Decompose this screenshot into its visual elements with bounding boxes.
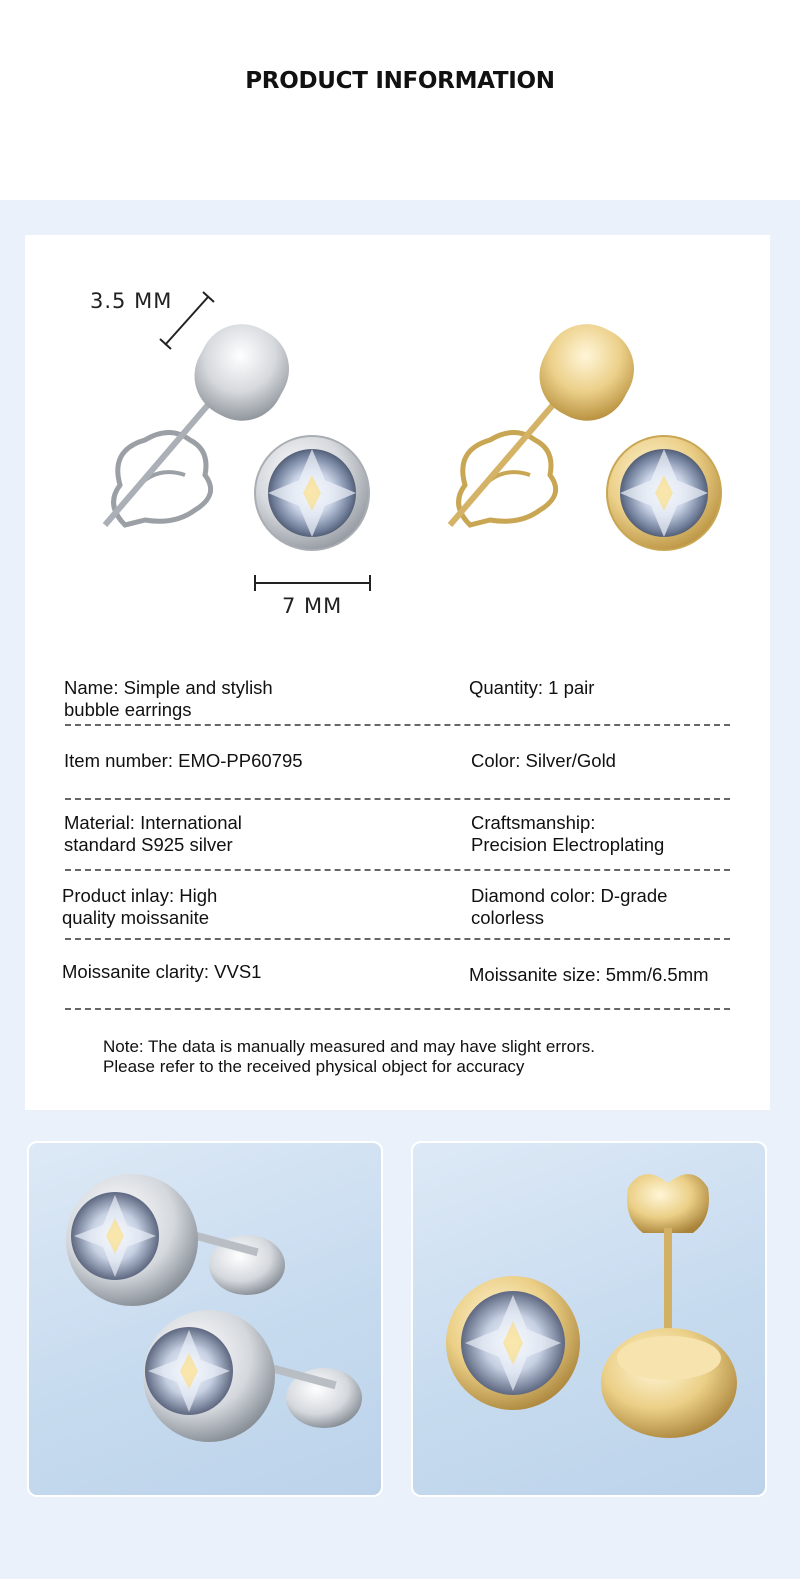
spec-material-line2: standard S925 silver: [64, 834, 233, 855]
page-title: PRODUCT INFORMATION: [245, 68, 555, 94]
spec-craftsmanship-line2: Precision Electroplating: [471, 834, 665, 855]
spec-craftsmanship: [471, 812, 664, 856]
diameter-dimension-label: 7 MM: [282, 594, 343, 618]
spec-size: Moissanite size: 5mm/6.5mm: [469, 964, 709, 985]
divider: [65, 1008, 730, 1010]
gold-earring-front: [607, 436, 721, 550]
spec-diamond-color: [471, 885, 667, 929]
silver-earrings-illustration: [29, 1143, 383, 1497]
spec-material: [64, 812, 242, 856]
spec-quantity: Quantity: 1 pair: [469, 677, 595, 698]
spec-clarity: Moissanite clarity: VVS1: [62, 961, 262, 982]
divider: [65, 938, 730, 940]
divider: [65, 798, 730, 800]
silver-earrings-photo: [27, 1141, 383, 1497]
header: [0, 0, 800, 200]
product-info-card: [25, 235, 770, 1110]
note-line1: Note: The data is manually measured and may have slight errors.: [103, 1037, 595, 1056]
spec-craftsmanship-line1: Craftsmanship:: [471, 812, 596, 833]
spec-name-line2: bubble earrings: [64, 699, 192, 720]
spec-material-line1: Material: International: [64, 812, 242, 833]
spec-name: [64, 677, 273, 721]
spec-name-line1: Name: Simple and stylish: [64, 677, 273, 698]
height-dimension-label: 3.5 MM: [90, 289, 173, 313]
silver-earring-front: [255, 436, 369, 550]
spec-inlay-line2: quality moissanite: [62, 907, 210, 928]
spec-diamond-color-line2: colorless: [471, 907, 544, 928]
spec-inlay: [62, 885, 217, 929]
spec-diamond-color-line1: Diamond color: D-grade: [471, 885, 668, 906]
gold-earrings-illustration: [413, 1143, 767, 1497]
spec-color: Color: Silver/Gold: [471, 750, 616, 771]
spec-inlay-line1: Product inlay: High: [62, 885, 218, 906]
divider: [65, 869, 730, 871]
gold-earrings-photo: [411, 1141, 767, 1497]
measurement-note: [103, 1037, 595, 1077]
divider: [65, 724, 730, 726]
spec-item-number: Item number: EMO-PP60795: [64, 750, 303, 771]
note-line2: Please refer to the received physical object for accuracy: [103, 1057, 525, 1076]
